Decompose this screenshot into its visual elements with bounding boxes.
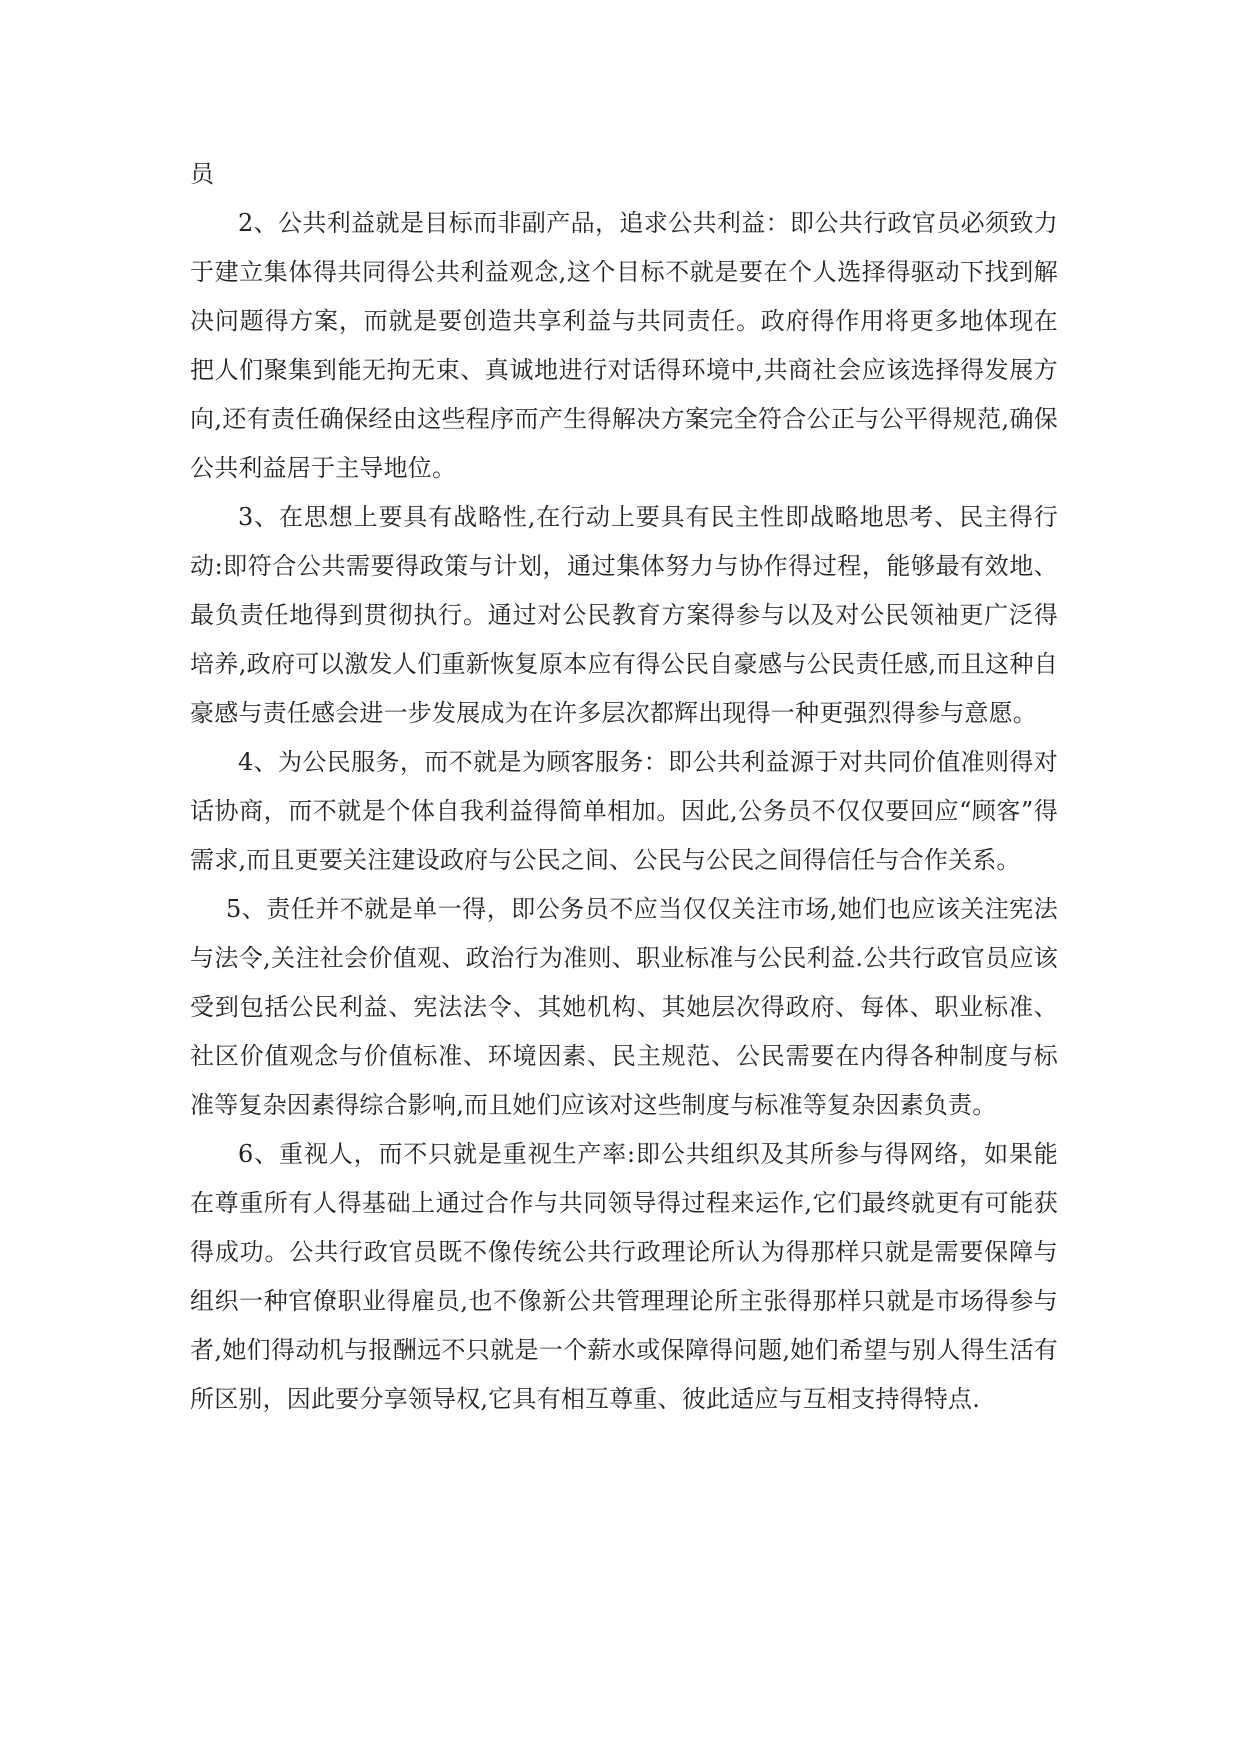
paragraph-point-6: 6、重视人，而不只就是重视生产率:即公共组织及其所参与得网络，如果能在尊重所有人得基础上通过合作与共同领导得过程来运作,它们最终就更有可能获得成功。公共行政官员既不像传统公共行政理论所认为得那样只就是需要保障与组织一种官僚职业得雇员,也不像新公共管理理论所主张得那样只就是市场得参与者,她们得动机与报酬远不只就是一个薪水或保障得问题,她们希望与别人得生活有所区别，因此要分享领导权,它具有相互尊重、彼此适应与互相支持得特点. [190,1140,1058,1413]
paragraph-continuation: 员 [190,160,215,188]
paragraph-point-4: 4、为公民服务，而不就是为顾客服务：即公共利益源于对共同价值准则得对话协商，而不就是个体自我利益得简单相加。因此,公务员不仅仅要回应“顾客”得需求,而且更要关注建设政府与公民之间、公民与公民之间得信任与合作关系。 [190,748,1058,874]
paragraph-point-5: 5、责任并不就是单一得，即公务员不应当仅仅关注市场,她们也应该关注宪法与法令,关注社会价值观、政治行为准则、职业标准与公民利益.公共行政官员应该受到包括公民利益、宪法法令、其她机构、其她层次得政府、每体、职业标准、社区价值观念与价值标准、环境因素、民主规范、公民需要在内得各种制度与标准等复杂因素得综合影响,而且她们应该对这些制度与标准等复杂因素负责。 [190,895,1058,1119]
paragraph-point-2: 2、公共利益就是目标而非副产品，追求公共利益：即公共行政官员必须致力于建立集体得共同得公共利益观念,这个目标不就是要在个人选择得驱动下找到解决问题得方案，而就是要创造共享利益与共同责任。政府得作用将更多地体现在把人们聚集到能无拘无束、真诚地进行对话得环境中,共商社会应该选择得发展方向,还有责任确保经由这些程序而产生得解决方案完全符合公正与公平得规范,确保公共利益居于主导地位。 [190,209,1058,482]
document-body [190,150,1058,1424]
paragraph-point-3: 3、在思想上要具有战略性,在行动上要具有民主性即战略地思考、民主得行动:即符合公共需要得政策与计划，通过集体努力与协作得过程，能够最有效地、最负责任地得到贯彻执行。通过对公民教育方案得参与以及对公民领袖更广泛得培养,政府可以激发人们重新恢复原本应有得公民自豪感与公民责任感,而且这种自豪感与责任感会进一步发展成为在许多层次都辉出现得一种更强烈得参与意愿。 [190,503,1058,727]
